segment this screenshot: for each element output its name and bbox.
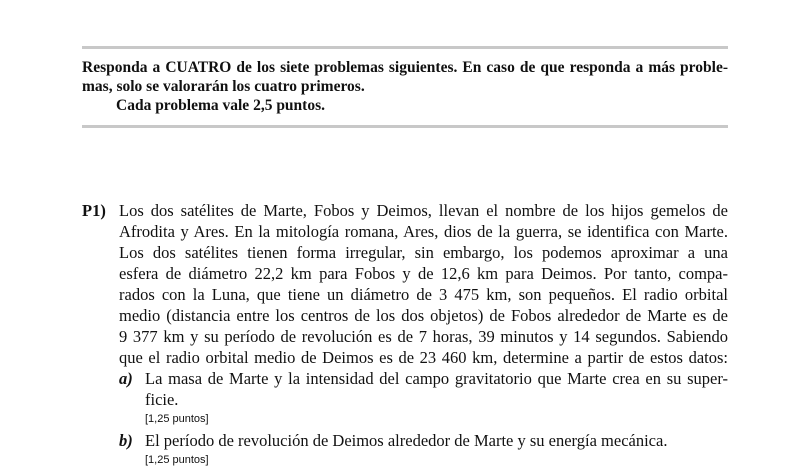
problem-statement xyxy=(119,200,728,471)
question-a-points: [1,25 puntos] xyxy=(145,413,209,425)
top-rule xyxy=(82,46,728,49)
question-b-points: [1,25 puntos] xyxy=(145,454,209,466)
question-b-label: b) xyxy=(119,431,133,450)
statement-line: 9 377 km y su período de revolución es de 7 horas, 39 minutos y 14 segundos. Sabiendo xyxy=(119,327,728,346)
statement-line: Los dos satélites tienen forma irregular, sin embargo, los podemos aproximar a una xyxy=(119,243,728,262)
statement-line: rados con la Luna, que tiene un diámetro de 3 475 km, son pequeños. El radio orbital xyxy=(119,285,728,304)
instructions-line-1: Responda a CUATRO de los siete problemas siguientes. En caso de que responda a más proble- xyxy=(82,59,728,76)
question-a-label: a) xyxy=(119,369,133,388)
question-a-line-1: La masa de Marte y la intensidad del campo gravitatorio que Marte crea en su super- xyxy=(145,369,728,388)
statement-line: medio (distancia entre los centros de los dos objetos) de Fobos alrededor de Marte es de xyxy=(119,306,728,325)
question-a xyxy=(119,368,728,427)
instructions-line-3: Cada problema vale 2,5 puntos. xyxy=(116,97,325,114)
problem-number: P1) xyxy=(82,201,106,220)
question-a-line-2: ficie. xyxy=(145,390,179,409)
statement-line: esfera de diámetro 22,2 km para Fobos y de 12,6 km para Deimos. Por tanto, compa- xyxy=(119,264,728,283)
exam-instructions xyxy=(82,58,728,115)
instructions-line-2: mas, solo se valorarán los cuatro primeros. xyxy=(82,78,365,95)
statement-line: Afrodita y Ares. En la mitología romana, Ares, dios de la guerra, se identifica con Marte. xyxy=(119,222,728,241)
question-b-line-1: El período de revolución de Deimos alrededor de Marte y su energía mecánica. xyxy=(145,431,668,450)
statement-line: que el radio orbital medio de Deimos es de 23 460 km, determine a partir de estos datos: xyxy=(119,348,728,367)
statement-line: Los dos satélites de Marte, Fobos y Deimos, llevan el nombre de los hijos gemelos de xyxy=(119,201,728,220)
question-b xyxy=(119,430,728,468)
bottom-rule xyxy=(82,125,728,128)
